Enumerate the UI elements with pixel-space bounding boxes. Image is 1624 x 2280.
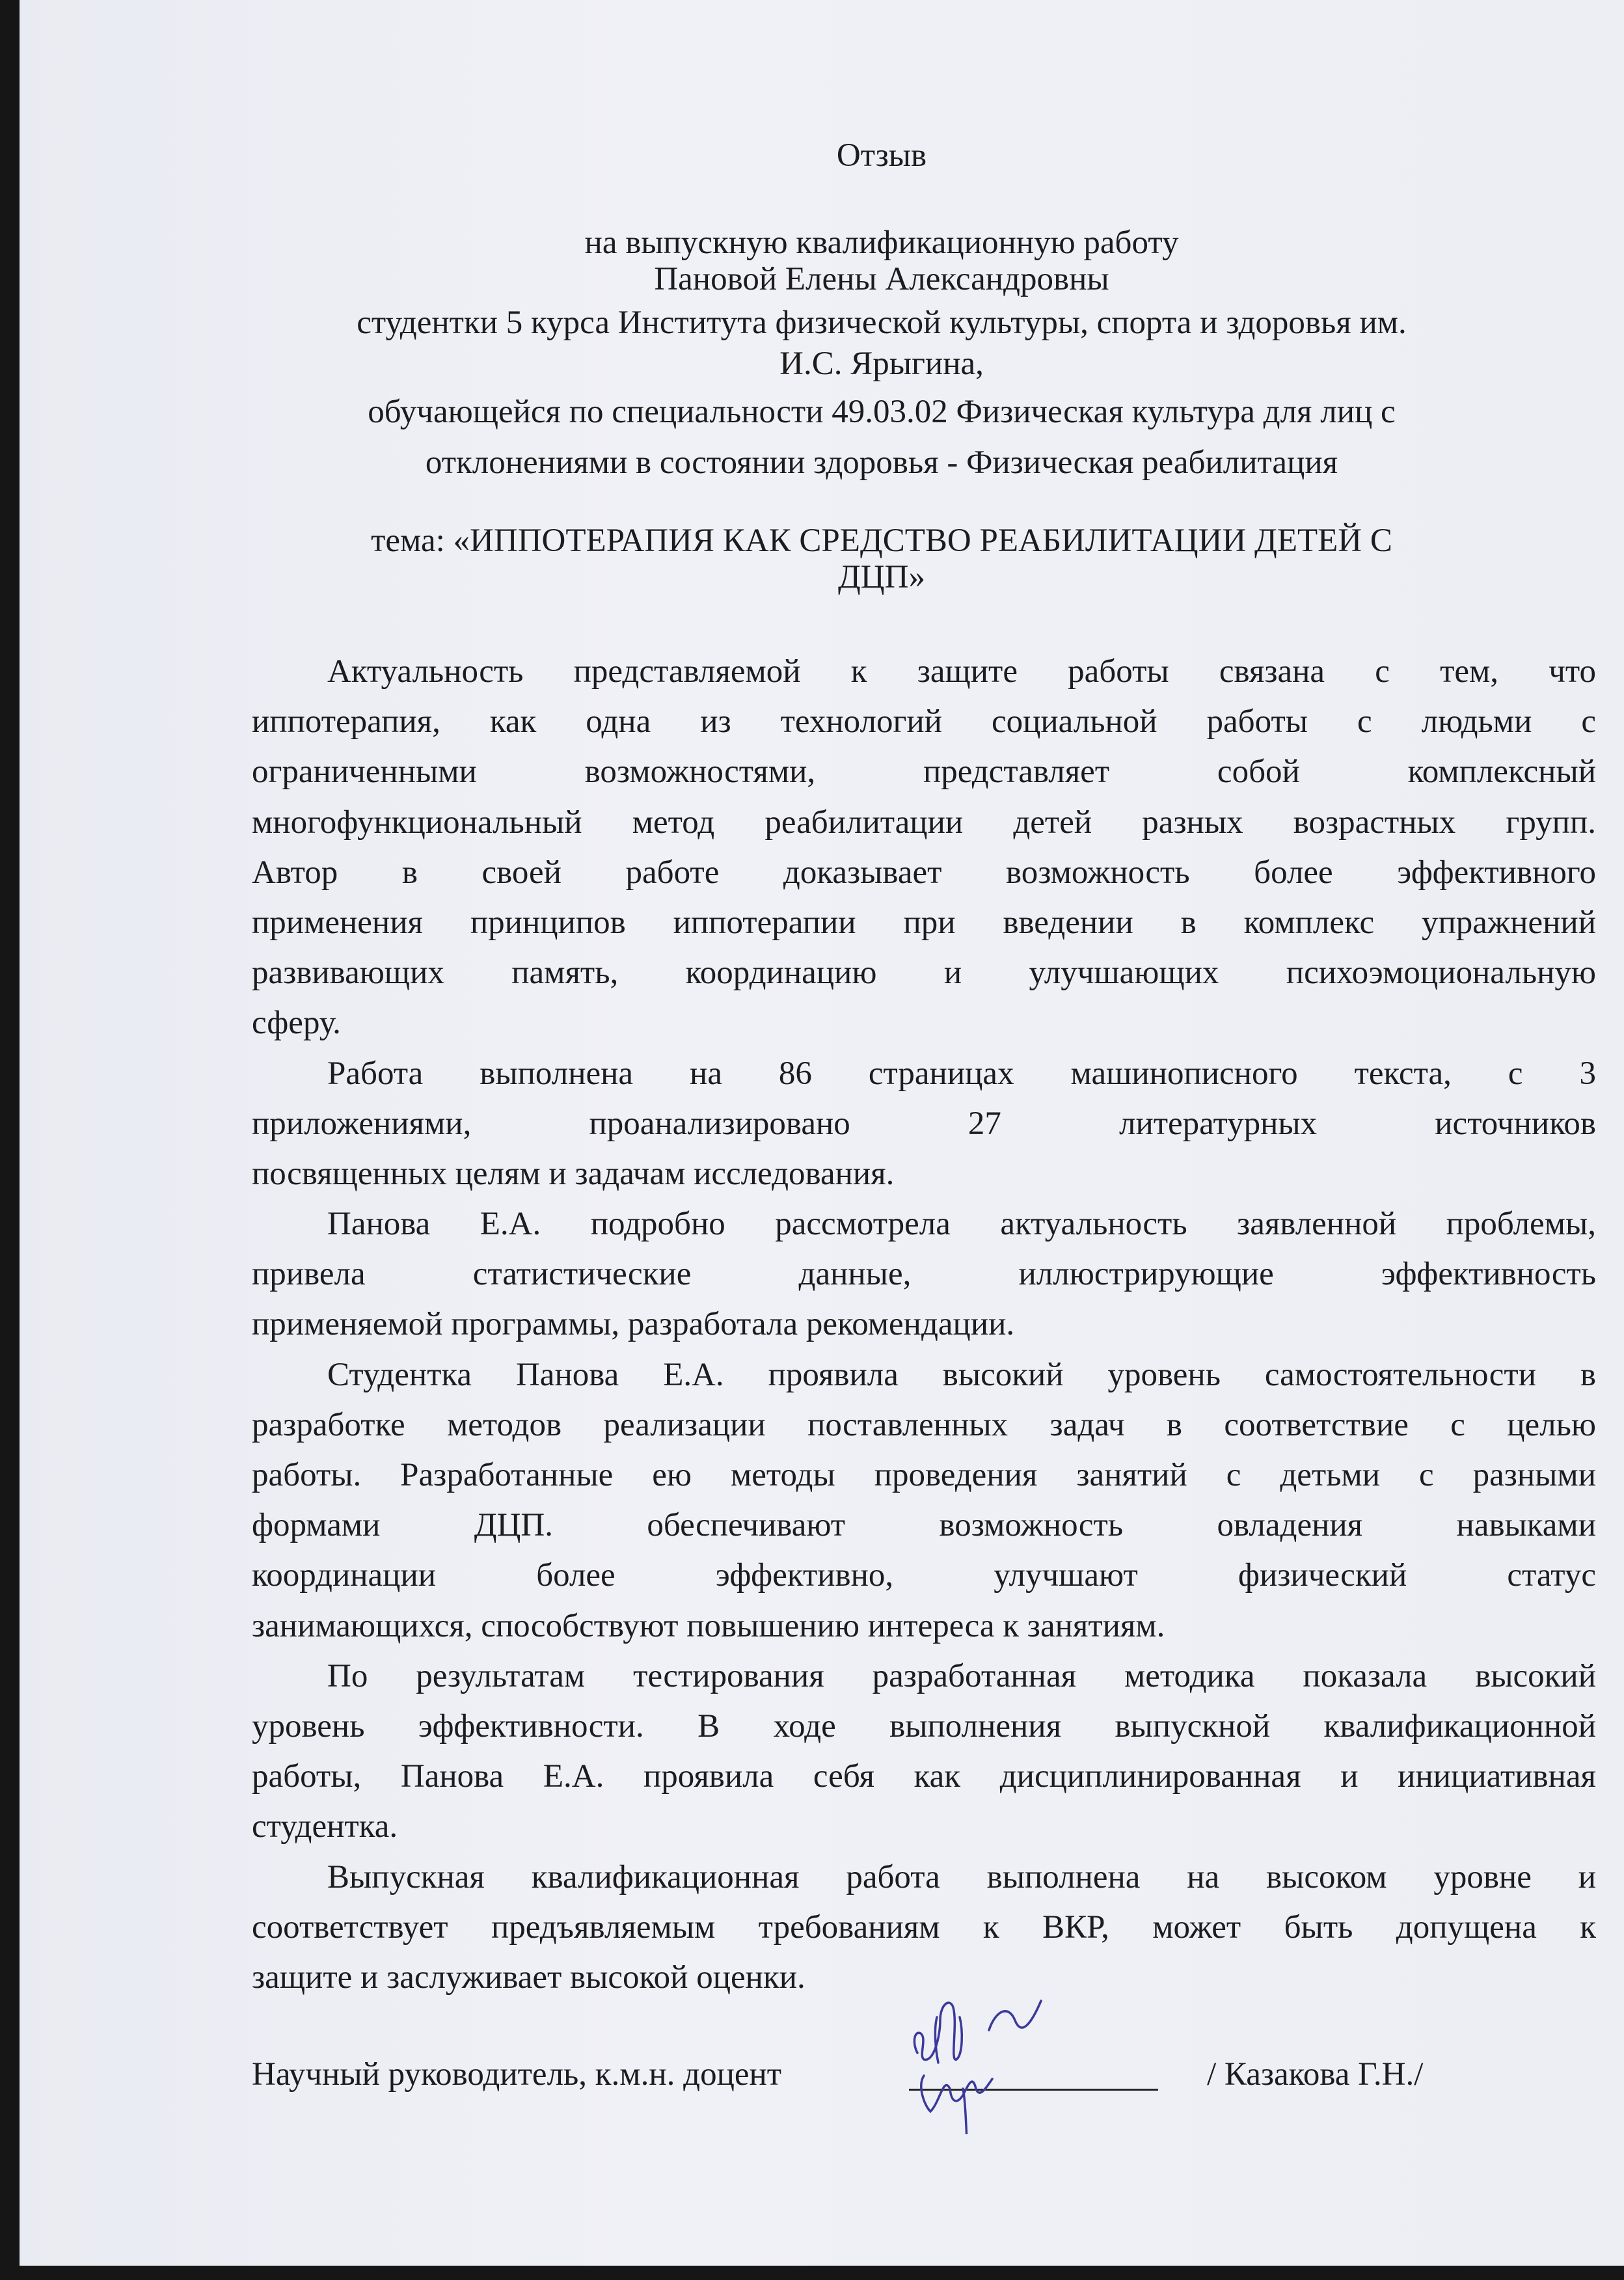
body-line: защите и заслуживает высокой оценки. xyxy=(252,1959,805,1996)
body-line: привела статистические данные, иллюстрирующие эффективность xyxy=(252,1256,1596,1293)
scan-edge-left xyxy=(0,0,20,2280)
topic-line: тема: «ИППОТЕРАПИЯ КАК СРЕДСТВО РЕАБИЛИТАЦИИ ДЕТЕЙ С xyxy=(371,522,1392,559)
body-line: Студентка Панова Е.А. проявила высокий уровень самостоятельности в xyxy=(327,1356,1596,1393)
body-line: работы, Панова Е.А. проявила себя как дисциплинированная и инициативная xyxy=(252,1758,1596,1795)
signature-stroke xyxy=(914,2003,962,2059)
header-line: И.С. Ярыгина, xyxy=(779,346,984,382)
body-line: приложениями, проанализировано 27 литературных источников xyxy=(252,1105,1596,1142)
body-line: работы. Разработанные ею методы проведения занятий с детьми с разными xyxy=(252,1457,1596,1493)
supervisor-name: / Казакова Г.Н./ xyxy=(1207,2056,1424,2093)
scan-edge-bottom xyxy=(0,2266,1624,2280)
body-line: иппотерапия, как одна из технологий социальной работы с людьми с xyxy=(252,703,1596,740)
header-line: обучающейся по специальности 49.03.02 Физическая культура для лиц с xyxy=(368,394,1396,430)
body-line: координации более эффективно, улучшают физический статус xyxy=(252,1557,1596,1594)
document-title: Отзыв xyxy=(836,137,927,174)
body-line: разработке методов реализации поставленных задач в соответствие с целью xyxy=(252,1406,1596,1443)
header-line: на выпускную квалификационную работу xyxy=(584,224,1179,261)
topic-line: ДЦП» xyxy=(838,559,925,595)
body-line: применяемой программы, разработала рекомендации. xyxy=(252,1306,1015,1343)
body-line: ограниченными возможностями, представляет собой комплексный xyxy=(252,753,1596,791)
body-line: многофункциональный метод реабилитации детей разных возрастных групп. xyxy=(252,804,1596,841)
body-line: занимающихся, способствуют повышению интереса к занятиям. xyxy=(252,1607,1165,1644)
body-line: студентка. xyxy=(252,1808,398,1845)
body-line: соответствует предъявляемым требованиям к ВКР, может быть допущена к xyxy=(252,1908,1596,1946)
body-line: развивающих память, координацию и улучшающих психоэмоциональную xyxy=(252,955,1596,992)
signature-stroke xyxy=(963,2089,968,2134)
signature-stroke xyxy=(989,2001,1041,2030)
body-line: Автор в своей работе доказывает возможность более эффективного xyxy=(252,854,1596,891)
header-line: Пановой Елены Александровны xyxy=(654,261,1109,297)
body-line: По результатам тестирования разработанная методика показала высокий xyxy=(327,1657,1596,1694)
body-line: Выпускная квалификационная работа выполнена на высоком уровне и xyxy=(327,1858,1596,1895)
body-line: Работа выполнена на 86 страницах машинописного текста, с 3 xyxy=(327,1055,1596,1092)
signature-stroke xyxy=(921,2076,992,2111)
body-line: сферу. xyxy=(252,1005,341,1042)
review-body xyxy=(252,647,1596,2003)
body-line: формами ДЦП. обеспечивают возможность овладения навыками xyxy=(252,1507,1596,1544)
body-line: применения принципов иппотерапии при введении в комплекс упражнений xyxy=(252,904,1596,941)
supervisor-position: Научный руководитель, к.м.н. доцент xyxy=(252,2056,782,2093)
header-line: отклонениями в состоянии здоровья - Физическая реабилитация xyxy=(425,444,1338,481)
header-line: студентки 5 курса Института физической культуры, спорта и здоровья им. xyxy=(357,305,1407,341)
body-line: посвященных целям и задачам исследования. xyxy=(252,1155,895,1192)
body-line: Панова Е.А. подробно рассмотрела актуальность заявленной проблемы, xyxy=(327,1206,1596,1243)
body-line: уровень эффективности. В ходе выполнения выпускной квалификационной xyxy=(252,1707,1596,1744)
handwritten-signature xyxy=(911,1991,1145,2134)
body-line: Актуальность представляемой к защите работы связана с тем, что xyxy=(327,653,1596,690)
